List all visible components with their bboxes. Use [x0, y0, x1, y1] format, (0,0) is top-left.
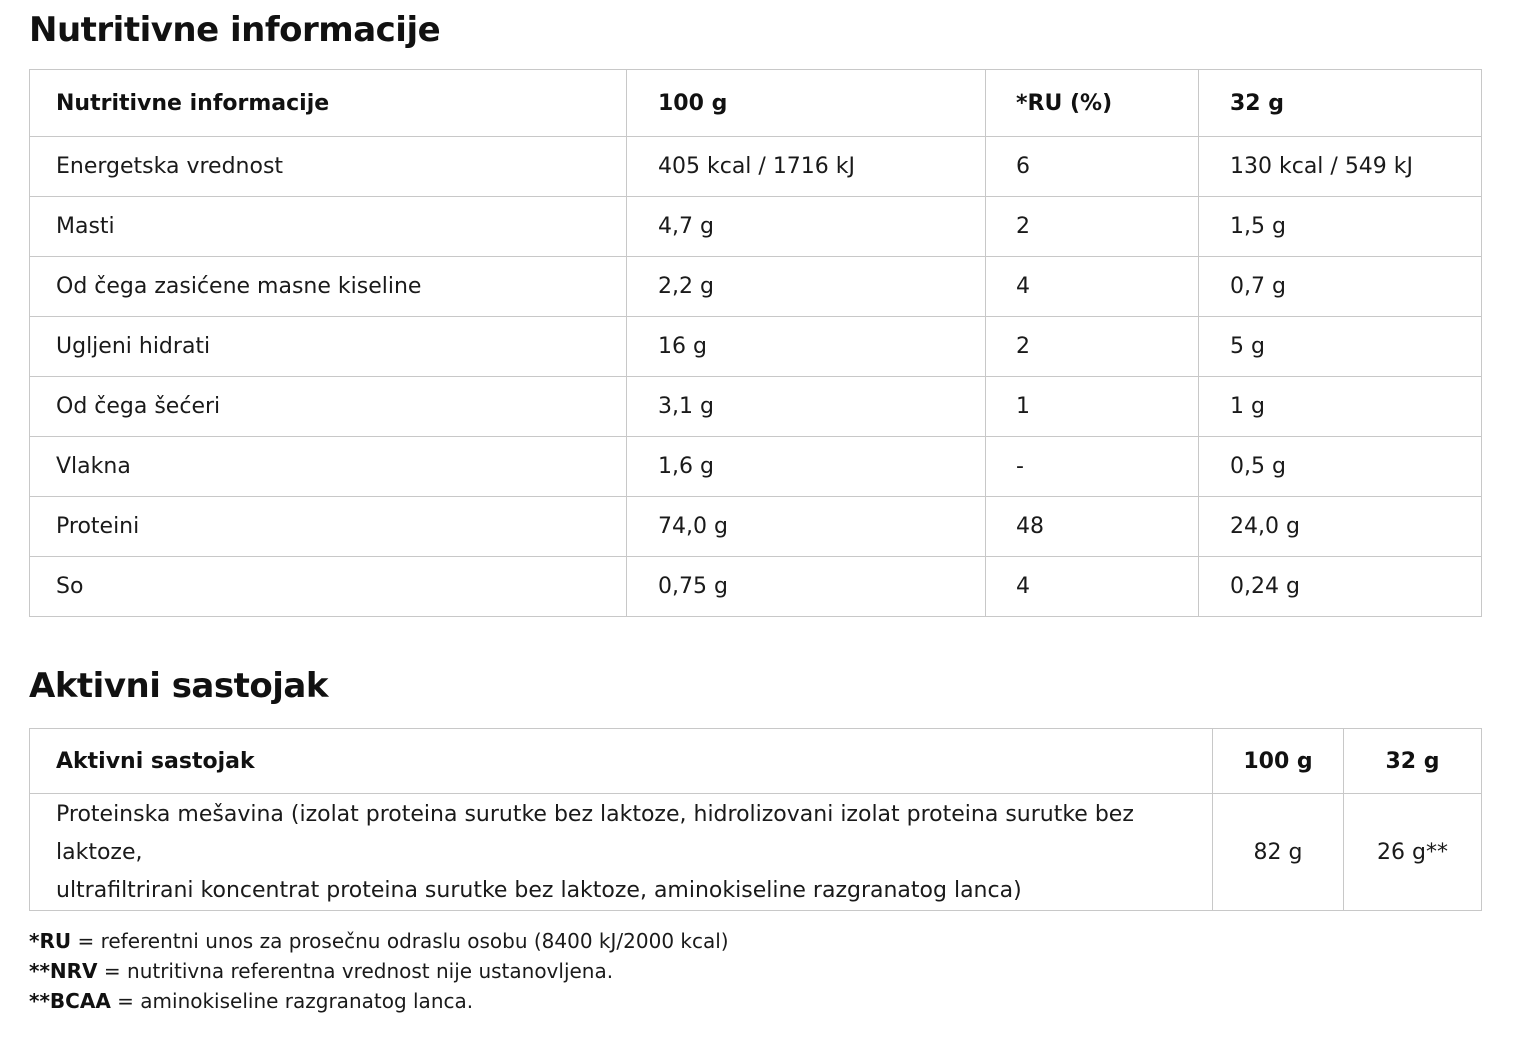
- value-per-100g: 1,6 g: [627, 437, 986, 497]
- value-per-32g: 0,7 g: [1199, 257, 1482, 317]
- table-row: [30, 557, 1482, 617]
- table-row: [30, 437, 1482, 497]
- value-per-100g: 82 g: [1213, 794, 1344, 911]
- value-ru-percent: 2: [986, 197, 1199, 257]
- table-row: [30, 197, 1482, 257]
- value-per-32g: 1,5 g: [1199, 197, 1482, 257]
- nutrient-name: Masti: [30, 197, 627, 257]
- value-ru-percent: 48: [986, 497, 1199, 557]
- nutrition-section-title: Nutritivne informacije: [29, 10, 441, 50]
- value-ru-percent: 1: [986, 377, 1199, 437]
- value-ru-percent: 2: [986, 317, 1199, 377]
- nutrient-name: Energetska vrednost: [30, 137, 627, 197]
- header-nutrient: Nutritivne informacije: [30, 70, 627, 137]
- value-per-100g: 0,75 g: [627, 557, 986, 617]
- header-per-100g: 100 g: [627, 70, 986, 137]
- value-ru-percent: 6: [986, 137, 1199, 197]
- footnote-key: **BCAA: [29, 989, 111, 1013]
- value-per-32g: 26 g**: [1344, 794, 1482, 911]
- ingredient-description-line-1: Proteinska mešavina (izolat proteina surutke bez laktoze, hidrolizovani izolat proteina surutke bez laktoze,: [56, 802, 1134, 865]
- footnote-ru: [29, 926, 729, 956]
- value-ru-percent: 4: [986, 257, 1199, 317]
- active-ingredient-table: [29, 728, 1482, 911]
- ingredient-description: [30, 794, 1213, 911]
- value-per-32g: 1 g: [1199, 377, 1482, 437]
- footnote-text: = referentni unos za prosečnu odraslu osobu (8400 kJ/2000 kcal): [71, 929, 729, 953]
- table-row: [30, 137, 1482, 197]
- header-ru-percent: *RU (%): [986, 70, 1199, 137]
- table-row: [30, 377, 1482, 437]
- header-per-32g: 32 g: [1344, 729, 1482, 794]
- value-per-100g: 2,2 g: [627, 257, 986, 317]
- footnote-key: **NRV: [29, 959, 98, 983]
- active-ingredient-section-title: Aktivni sastojak: [29, 666, 328, 706]
- value-per-32g: 5 g: [1199, 317, 1482, 377]
- value-per-100g: 4,7 g: [627, 197, 986, 257]
- table-header-row: [30, 70, 1482, 137]
- footnote-key: *RU: [29, 929, 72, 953]
- value-per-32g: 0,5 g: [1199, 437, 1482, 497]
- footnote-bcaa: [29, 986, 729, 1016]
- value-per-32g: 0,24 g: [1199, 557, 1482, 617]
- header-per-32g: 32 g: [1199, 70, 1482, 137]
- nutrient-name: Ugljeni hidrati: [30, 317, 627, 377]
- footnote-text: = nutritivna referentna vrednost nije ustanovljena.: [97, 959, 614, 983]
- nutrient-name: Proteini: [30, 497, 627, 557]
- header-active-ingredient: Aktivni sastojak: [30, 729, 1213, 794]
- value-ru-percent: 4: [986, 557, 1199, 617]
- value-per-100g: 3,1 g: [627, 377, 986, 437]
- value-per-32g: 24,0 g: [1199, 497, 1482, 557]
- value-per-100g: 74,0 g: [627, 497, 986, 557]
- nutrition-table: [29, 69, 1482, 617]
- nutrient-name: Vlakna: [30, 437, 627, 497]
- table-row: [30, 257, 1482, 317]
- table-row: [30, 497, 1482, 557]
- value-per-100g: 405 kcal / 1716 kJ: [627, 137, 986, 197]
- value-per-32g: 130 kcal / 549 kJ: [1199, 137, 1482, 197]
- footnotes: [29, 926, 729, 1016]
- nutrient-name: Od čega zasićene masne kiseline: [30, 257, 627, 317]
- ingredient-description-line-2: ultrafiltrirani koncentrat proteina surutke bez laktoze, aminokiseline razgranatog lanca): [56, 878, 1022, 903]
- footnote-text: = aminokiseline razgranatog lanca.: [110, 989, 474, 1013]
- value-per-100g: 16 g: [627, 317, 986, 377]
- table-row: [30, 794, 1482, 911]
- table-header-row: [30, 729, 1482, 794]
- value-ru-percent: -: [986, 437, 1199, 497]
- header-per-100g: 100 g: [1213, 729, 1344, 794]
- table-row: [30, 317, 1482, 377]
- nutrient-name: Od čega šećeri: [30, 377, 627, 437]
- nutrient-name: So: [30, 557, 627, 617]
- footnote-nrv: [29, 956, 729, 986]
